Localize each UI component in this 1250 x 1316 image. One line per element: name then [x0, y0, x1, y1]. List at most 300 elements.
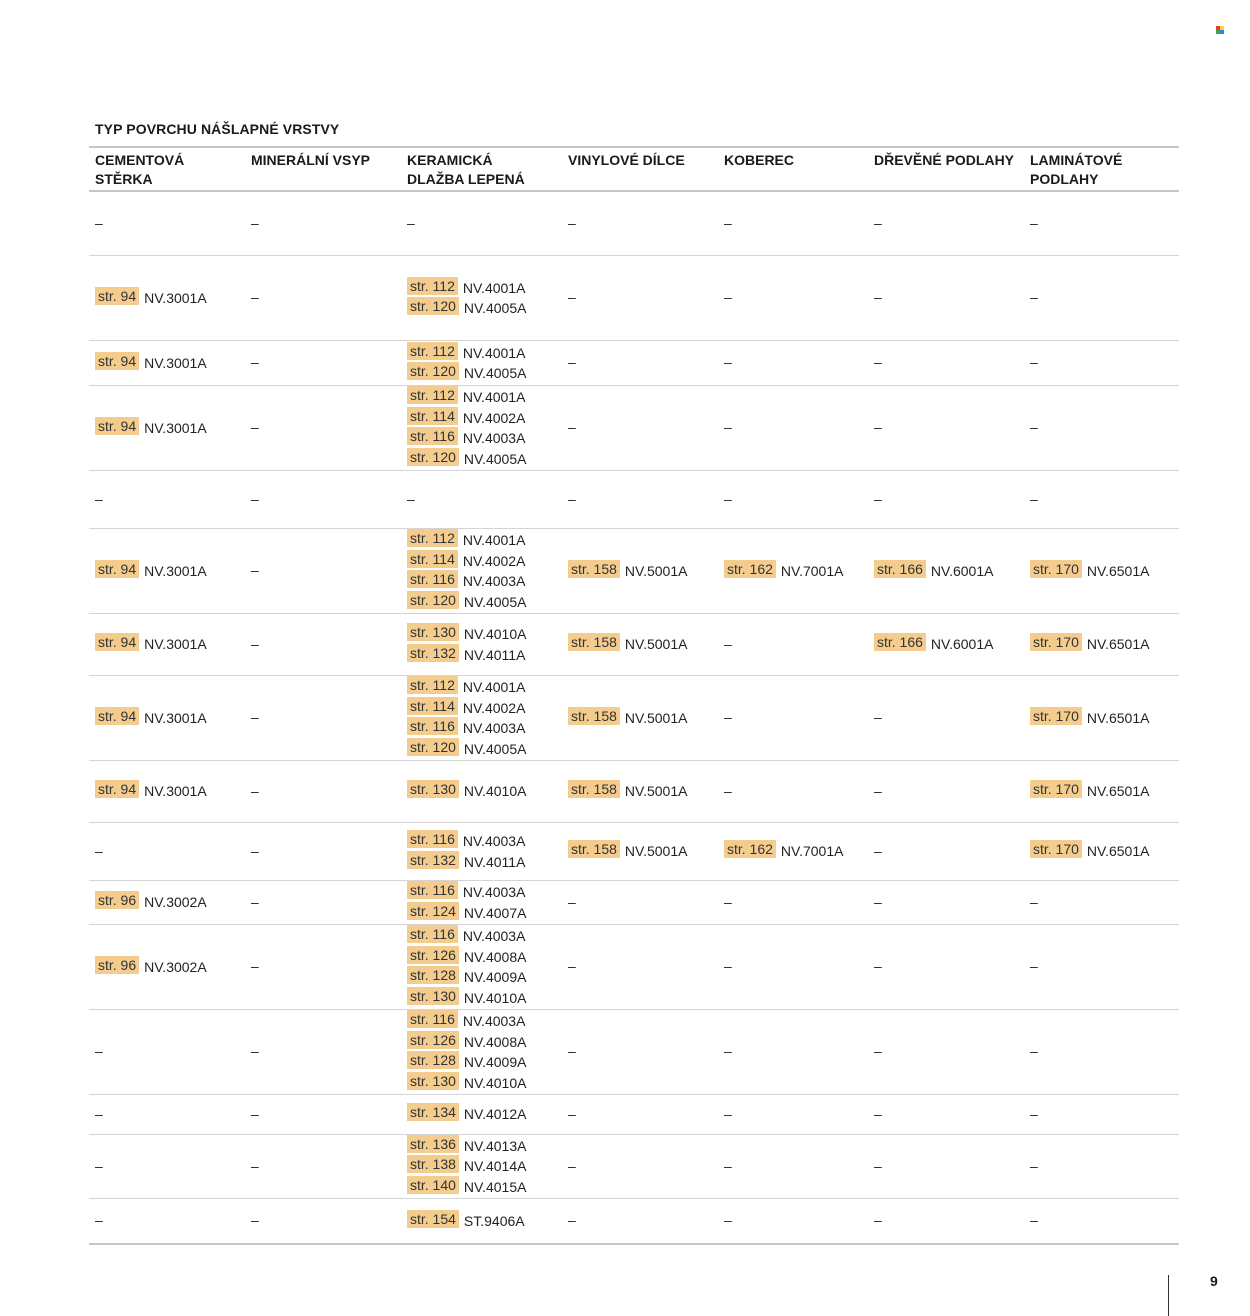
product-code: NV.6001A [930, 636, 994, 653]
product-code: NV.3001A [144, 562, 207, 579]
product-code: NV.4008A [463, 948, 527, 965]
page-badge[interactable]: str. 94 [95, 780, 139, 798]
table-cell [718, 419, 868, 437]
column-header [89, 148, 245, 190]
product-code: NV.3001A [144, 636, 207, 653]
product-reference [407, 448, 562, 468]
product-code: NV.6501A [1086, 636, 1150, 653]
table-cell [89, 892, 245, 912]
empty-marker: – [407, 214, 415, 231]
page-badge[interactable]: str. 130 [407, 780, 459, 798]
table-cell [89, 288, 245, 308]
product-reference [568, 561, 718, 581]
table-cell [1024, 491, 1179, 509]
table-row [89, 529, 1179, 614]
empty-marker: – [1030, 958, 1038, 974]
table-cell [245, 894, 401, 912]
table-cell [868, 1106, 1024, 1124]
empty-marker: – [251, 354, 259, 370]
product-reference [407, 926, 562, 946]
product-code: NV.4003A [462, 833, 526, 850]
table-cell [562, 1106, 718, 1124]
surface-type-table [89, 146, 1179, 1245]
product-reference [407, 571, 562, 591]
table-cell [401, 343, 562, 384]
product-reference [1030, 634, 1179, 654]
empty-marker: – [874, 1212, 882, 1228]
product-code: NV.4001A [462, 279, 526, 296]
page-badge[interactable]: str. 158 [568, 707, 620, 725]
page-badge[interactable]: str. 158 [568, 780, 620, 798]
empty-marker: – [251, 1105, 259, 1122]
table-cell [562, 215, 718, 233]
table-cell [245, 636, 401, 654]
table-cell [718, 636, 868, 654]
product-code: NV.3002A [144, 894, 207, 911]
table-row [89, 823, 1179, 881]
empty-marker: – [251, 289, 259, 305]
page-badge[interactable]: str. 158 [568, 840, 620, 858]
product-reference [568, 634, 718, 654]
product-reference [724, 561, 868, 581]
product-reference [568, 708, 718, 728]
page-badge[interactable]: str. 120 [407, 362, 459, 380]
table-cell [89, 1106, 245, 1124]
column-header [401, 148, 562, 190]
product-code: NV.4005A [463, 740, 527, 757]
empty-marker: – [1030, 1105, 1038, 1122]
product-reference [407, 987, 562, 1007]
product-reference [407, 677, 562, 697]
product-code: NV.4011A [463, 646, 526, 663]
empty-marker: – [874, 893, 882, 910]
table-cell [868, 894, 1024, 912]
empty-marker: – [724, 289, 732, 305]
product-reference [1030, 708, 1179, 728]
product-code: NV.7001A [780, 562, 844, 579]
product-code: NV.4003A [462, 720, 526, 737]
product-reference [407, 298, 562, 318]
page-badge[interactable]: str. 124 [407, 902, 459, 920]
table-cell [868, 561, 1024, 581]
table-cell [1024, 354, 1179, 372]
column-header-line: VINYLOVÉ DÍLCE [568, 152, 685, 168]
page-badge[interactable]: str. 112 [407, 529, 458, 547]
table-cell [245, 1212, 401, 1230]
page-badge[interactable]: str. 94 [95, 633, 139, 651]
page-badge[interactable]: str. 128 [407, 1051, 459, 1069]
page-badge[interactable]: str. 170 [1030, 707, 1082, 725]
page-badge[interactable]: str. 94 [95, 352, 139, 370]
table-cell [401, 387, 562, 469]
table-cell [89, 215, 245, 233]
table-body [89, 192, 1179, 1243]
page-badge[interactable]: str. 170 [1030, 633, 1082, 651]
page-badge[interactable]: str. 126 [407, 946, 459, 964]
product-code: NV.4005A [463, 365, 527, 382]
page-badge[interactable]: str. 162 [724, 840, 776, 858]
page-badge[interactable]: str. 170 [1030, 780, 1082, 798]
table-cell [401, 1136, 562, 1197]
product-code: NV.4001A [462, 532, 526, 549]
table-cell [562, 419, 718, 437]
empty-marker: – [251, 842, 259, 859]
product-reference [874, 634, 1024, 654]
product-code: NV.4014A [463, 1158, 527, 1175]
page-badge[interactable]: str. 126 [407, 1031, 459, 1049]
empty-marker: – [95, 1212, 103, 1228]
product-code: NV.4007A [463, 904, 527, 921]
product-reference [407, 831, 562, 851]
column-header-line: PODLAHY [1030, 171, 1099, 187]
table-row [89, 1199, 1179, 1243]
table-cell [718, 561, 868, 581]
table-cell [562, 708, 718, 728]
table-row [89, 256, 1179, 341]
product-reference [568, 841, 718, 861]
product-reference [407, 1011, 562, 1031]
page-badge[interactable]: str. 96 [95, 891, 139, 909]
page-badge[interactable]: str. 112 [407, 676, 458, 694]
empty-marker: – [1030, 214, 1038, 231]
product-reference [407, 387, 562, 407]
page-badge[interactable]: str. 116 [407, 830, 458, 848]
column-header [718, 148, 868, 190]
page-badge[interactable]: str. 130 [407, 987, 459, 1005]
page-badge[interactable]: str. 94 [95, 707, 139, 725]
page-badge[interactable]: str. 120 [407, 448, 459, 466]
table-cell [89, 1158, 245, 1176]
table-cell [562, 491, 718, 509]
page-badge[interactable]: str. 116 [407, 717, 458, 735]
table-row [89, 471, 1179, 529]
empty-marker: – [1030, 354, 1038, 370]
product-reference [407, 551, 562, 571]
empty-marker: – [95, 1043, 103, 1059]
page-divider [1168, 1275, 1169, 1316]
table-cell [401, 677, 562, 759]
empty-marker: – [874, 490, 882, 507]
page-badge[interactable]: str. 158 [568, 633, 620, 651]
table-cell [89, 781, 245, 801]
product-code: NV.4003A [462, 884, 526, 901]
table-cell [718, 1212, 868, 1230]
product-code: NV.5001A [624, 636, 688, 653]
page-badge[interactable]: str. 112 [407, 386, 458, 404]
empty-marker: – [95, 1157, 103, 1174]
table-cell [718, 491, 868, 509]
page-badge[interactable]: str. 134 [407, 1103, 459, 1121]
empty-marker: – [724, 635, 732, 652]
table-header [89, 148, 1179, 192]
page-badge[interactable]: str. 158 [568, 560, 620, 578]
page-badge[interactable]: str. 162 [724, 560, 776, 578]
table-cell [245, 215, 401, 233]
column-header [245, 148, 401, 190]
page-badge[interactable]: str. 96 [95, 956, 139, 974]
color-squares-icon [1216, 26, 1225, 34]
page-number: 9 [1210, 1273, 1218, 1289]
table-cell [245, 289, 401, 307]
table-cell [401, 831, 562, 872]
product-code: NV.4001A [462, 389, 526, 406]
empty-marker: – [568, 893, 576, 910]
page-badge[interactable]: str. 136 [407, 1135, 459, 1153]
page-badge[interactable]: str. 120 [407, 591, 459, 609]
table-cell [1024, 1212, 1179, 1230]
empty-marker: – [724, 1043, 732, 1059]
page-badge[interactable]: str. 114 [407, 697, 458, 715]
table-cell [868, 1212, 1024, 1230]
table-cell [245, 419, 401, 437]
page-badge[interactable]: str. 94 [95, 417, 139, 435]
empty-marker: – [568, 1105, 576, 1122]
empty-marker: – [724, 490, 732, 507]
product-code: NV.3002A [144, 958, 207, 975]
empty-marker: – [568, 490, 576, 507]
table-cell [1024, 841, 1179, 861]
table-cell [718, 354, 868, 372]
table-cell [868, 1043, 1024, 1061]
table-cell [1024, 708, 1179, 728]
column-header [868, 148, 1024, 190]
table-cell [401, 530, 562, 612]
product-reference [95, 634, 245, 654]
table-cell [562, 289, 718, 307]
table-cell [89, 1043, 245, 1061]
table-cell [718, 1158, 868, 1176]
product-reference [407, 1156, 562, 1176]
empty-marker: – [251, 893, 259, 910]
column-header [1024, 148, 1179, 190]
page-badge[interactable]: str. 138 [407, 1155, 459, 1173]
table-cell [868, 491, 1024, 509]
empty-marker: – [95, 490, 103, 507]
product-code: NV.4013A [463, 1138, 527, 1155]
column-header-line: DŘEVĚNÉ PODLAHY [874, 152, 1015, 168]
empty-marker: – [724, 958, 732, 974]
page-badge[interactable]: str. 170 [1030, 840, 1082, 858]
table-cell [1024, 1043, 1179, 1061]
product-reference [407, 1072, 562, 1092]
table-cell [562, 894, 718, 912]
empty-marker: – [95, 1105, 103, 1122]
product-reference [407, 1052, 562, 1072]
page-badge[interactable]: str. 120 [407, 297, 459, 315]
page-badge[interactable]: str. 128 [407, 966, 459, 984]
table-cell [401, 624, 562, 665]
product-code: NV.6501A [1086, 562, 1150, 579]
table-cell [562, 1043, 718, 1061]
product-code: NV.4010A [463, 989, 527, 1006]
product-code: NV.4010A [463, 783, 527, 800]
empty-marker: – [874, 214, 882, 231]
page-badge[interactable]: str. 132 [407, 851, 459, 869]
table-row [89, 925, 1179, 1010]
empty-marker: – [724, 1212, 732, 1228]
product-code: NV.5001A [624, 783, 688, 800]
page-badge[interactable]: str. 94 [95, 287, 139, 305]
column-header [562, 148, 718, 190]
table-cell [718, 783, 868, 801]
table-cell [245, 958, 401, 976]
product-code: NV.6501A [1086, 709, 1150, 726]
page-badge[interactable]: str. 116 [407, 925, 458, 943]
product-reference [95, 892, 245, 912]
table-cell [868, 634, 1024, 654]
product-code: NV.4005A [463, 593, 527, 610]
product-reference [407, 781, 562, 801]
product-reference [407, 1032, 562, 1052]
table-cell [89, 353, 245, 373]
product-code: NV.6501A [1086, 783, 1150, 800]
table-cell [718, 289, 868, 307]
table-cell [1024, 894, 1179, 912]
empty-marker: – [1030, 1157, 1038, 1174]
empty-marker: – [568, 958, 576, 974]
table-cell [245, 354, 401, 372]
table-cell [868, 843, 1024, 861]
product-code: NV.5001A [624, 562, 688, 579]
table-cell [718, 1106, 868, 1124]
product-code: NV.4015A [463, 1178, 527, 1195]
product-reference [407, 1211, 562, 1231]
column-header-line: MINERÁLNÍ VSYP [251, 152, 371, 168]
table-row [89, 1010, 1179, 1095]
table-cell [89, 708, 245, 728]
page-badge[interactable]: str. 166 [874, 633, 926, 651]
product-reference [407, 738, 562, 758]
empty-marker: – [251, 782, 259, 799]
product-code: NV.4005A [463, 450, 527, 467]
empty-marker: – [724, 782, 732, 799]
product-code: NV.3001A [144, 419, 207, 436]
empty-marker: – [568, 1212, 576, 1228]
page-badge[interactable]: str. 166 [874, 560, 926, 578]
product-code: NV.4003A [462, 928, 526, 945]
product-reference [407, 624, 562, 644]
table-cell [1024, 419, 1179, 437]
empty-marker: – [1030, 289, 1038, 305]
table-cell [401, 215, 562, 233]
page-badge[interactable]: str. 170 [1030, 560, 1082, 578]
product-reference [407, 1136, 562, 1156]
product-code: NV.4011A [463, 853, 526, 870]
table-cell [245, 843, 401, 861]
column-header-line: CEMENTOVÁ [95, 152, 185, 168]
page-badge[interactable]: str. 154 [407, 1210, 459, 1228]
page-badge[interactable]: str. 94 [95, 560, 139, 578]
product-reference [407, 591, 562, 611]
empty-marker: – [568, 1157, 576, 1174]
column-header-line: DLAŽBA LEPENÁ [407, 171, 525, 187]
column-header-line: KERAMICKÁ [407, 152, 493, 168]
page-badge[interactable]: str. 114 [407, 550, 458, 568]
empty-marker: – [1030, 1212, 1038, 1228]
empty-marker: – [874, 709, 882, 725]
product-code: NV.4001A [462, 679, 526, 696]
table-cell [89, 418, 245, 438]
table-row [89, 192, 1179, 256]
product-reference [874, 561, 1024, 581]
page-badge[interactable]: str. 116 [407, 881, 458, 899]
empty-marker: – [95, 842, 103, 859]
table-cell [1024, 215, 1179, 233]
empty-marker: – [568, 289, 576, 305]
product-reference [95, 708, 245, 728]
table-cell [868, 419, 1024, 437]
product-reference [95, 781, 245, 801]
page-badge[interactable]: str. 130 [407, 1072, 459, 1090]
page-badge[interactable]: str. 120 [407, 738, 459, 756]
table-cell [89, 1212, 245, 1230]
page-badge[interactable]: str. 132 [407, 644, 459, 662]
product-reference [95, 288, 245, 308]
product-code: NV.7001A [780, 843, 844, 860]
product-reference [1030, 561, 1179, 581]
table-cell [868, 783, 1024, 801]
product-code: NV.3001A [144, 783, 207, 800]
table-cell [401, 781, 562, 801]
empty-marker: – [251, 1212, 259, 1228]
page-badge[interactable]: str. 116 [407, 570, 458, 588]
table-cell [562, 561, 718, 581]
product-reference [407, 852, 562, 872]
product-code: NV.4008A [463, 1033, 527, 1050]
product-code: NV.4009A [463, 969, 527, 986]
table-cell [245, 1106, 401, 1124]
table-cell [562, 781, 718, 801]
product-code: NV.4009A [463, 1054, 527, 1071]
page-badge[interactable]: str. 112 [407, 277, 458, 295]
product-reference [407, 1104, 562, 1124]
empty-marker: – [407, 490, 415, 507]
page-badge[interactable]: str. 130 [407, 623, 459, 641]
table-cell [868, 709, 1024, 727]
empty-marker: – [251, 490, 259, 507]
product-reference [407, 363, 562, 383]
table-cell [245, 491, 401, 509]
page-badge[interactable]: str. 116 [407, 1010, 458, 1028]
page-badge[interactable]: str. 112 [407, 342, 458, 360]
empty-marker: – [1030, 419, 1038, 435]
product-reference [95, 561, 245, 581]
page-badge[interactable]: str. 114 [407, 407, 458, 425]
empty-marker: – [251, 562, 259, 578]
table-cell [868, 958, 1024, 976]
table-cell [245, 783, 401, 801]
table-row [89, 676, 1179, 761]
table-cell [562, 1212, 718, 1230]
page-badge[interactable]: str. 116 [407, 427, 458, 445]
product-reference [95, 957, 245, 977]
page-badge[interactable]: str. 140 [407, 1176, 459, 1194]
empty-marker: – [724, 354, 732, 370]
table-cell [718, 841, 868, 861]
empty-marker: – [1030, 1043, 1038, 1059]
table-cell [401, 491, 562, 509]
product-reference [407, 882, 562, 902]
product-code: NV.4003A [462, 430, 526, 447]
empty-marker: – [724, 709, 732, 725]
product-code: NV.4003A [462, 573, 526, 590]
product-reference [407, 428, 562, 448]
empty-marker: – [568, 419, 576, 435]
product-reference [407, 698, 562, 718]
table-cell [868, 215, 1024, 233]
empty-marker: – [874, 782, 882, 799]
table-row [89, 761, 1179, 823]
